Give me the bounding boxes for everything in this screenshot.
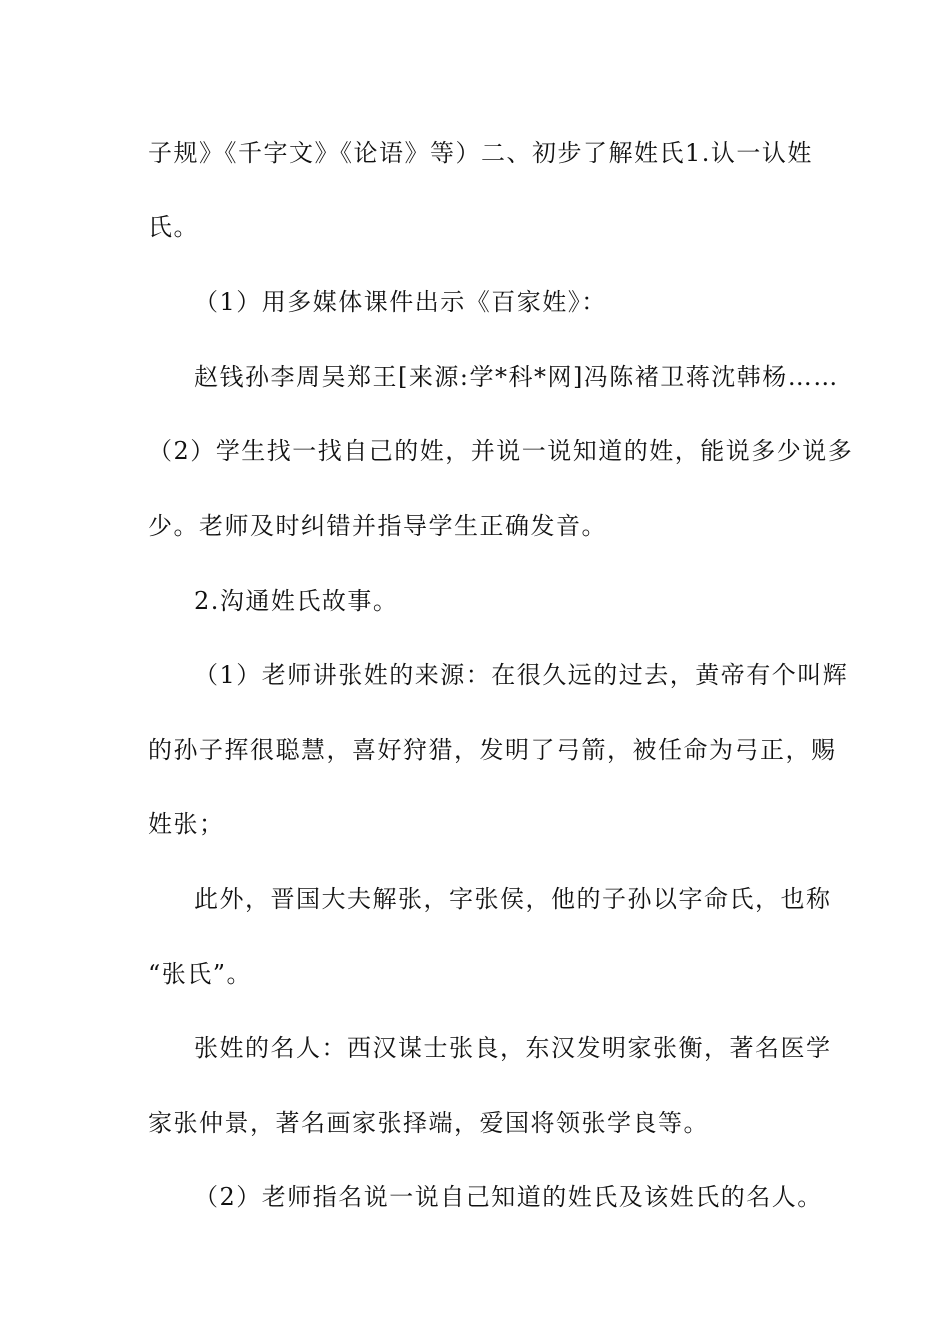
- text-line-15: （2）老师指名说一说自己知道的姓氏及该姓氏的名人。: [194, 1183, 823, 1211]
- text-line-7: 2.沟通姓氏故事。: [194, 587, 399, 615]
- text-line-12: “张氏”。: [148, 960, 253, 988]
- text-line-11: 此外，晋国大夫解张，字张侯，他的子孙以字命氏，也称: [194, 885, 832, 913]
- text-line-6: 少。老师及时纠错并指导学生正确发音。: [148, 512, 607, 540]
- text-line-14: 家张仲景，著名画家张择端，爱国将领张学良等。: [148, 1109, 709, 1137]
- text-line-10: 姓张；: [148, 810, 225, 838]
- text-line-3: （1）用多媒体课件出示《百家姓》：: [194, 288, 607, 316]
- text-line-13: 张姓的名人：西汉谋士张良，东汉发明家张衡，著名医学: [194, 1034, 832, 1062]
- text-line-2: 氏。: [148, 213, 199, 241]
- text-line-4: 赵钱孙李周吴郑王[来源:学*科*网]冯陈褚卫蒋沈韩杨……: [194, 363, 839, 391]
- text-line-9: 的孙子挥很聪慧，喜好狩猎，发明了弓箭，被任命为弓正，赐: [148, 736, 837, 764]
- text-line-8: （1）老师讲张姓的来源：在很久远的过去，黄帝有个叫辉: [194, 661, 849, 689]
- text-line-1: 子规》《千字文》《论语》等）二、初步了解姓氏1.认一认姓: [148, 139, 813, 167]
- text-line-5: （2）学生找一找自己的姓，并说一说知道的姓，能说多少说多: [148, 437, 854, 465]
